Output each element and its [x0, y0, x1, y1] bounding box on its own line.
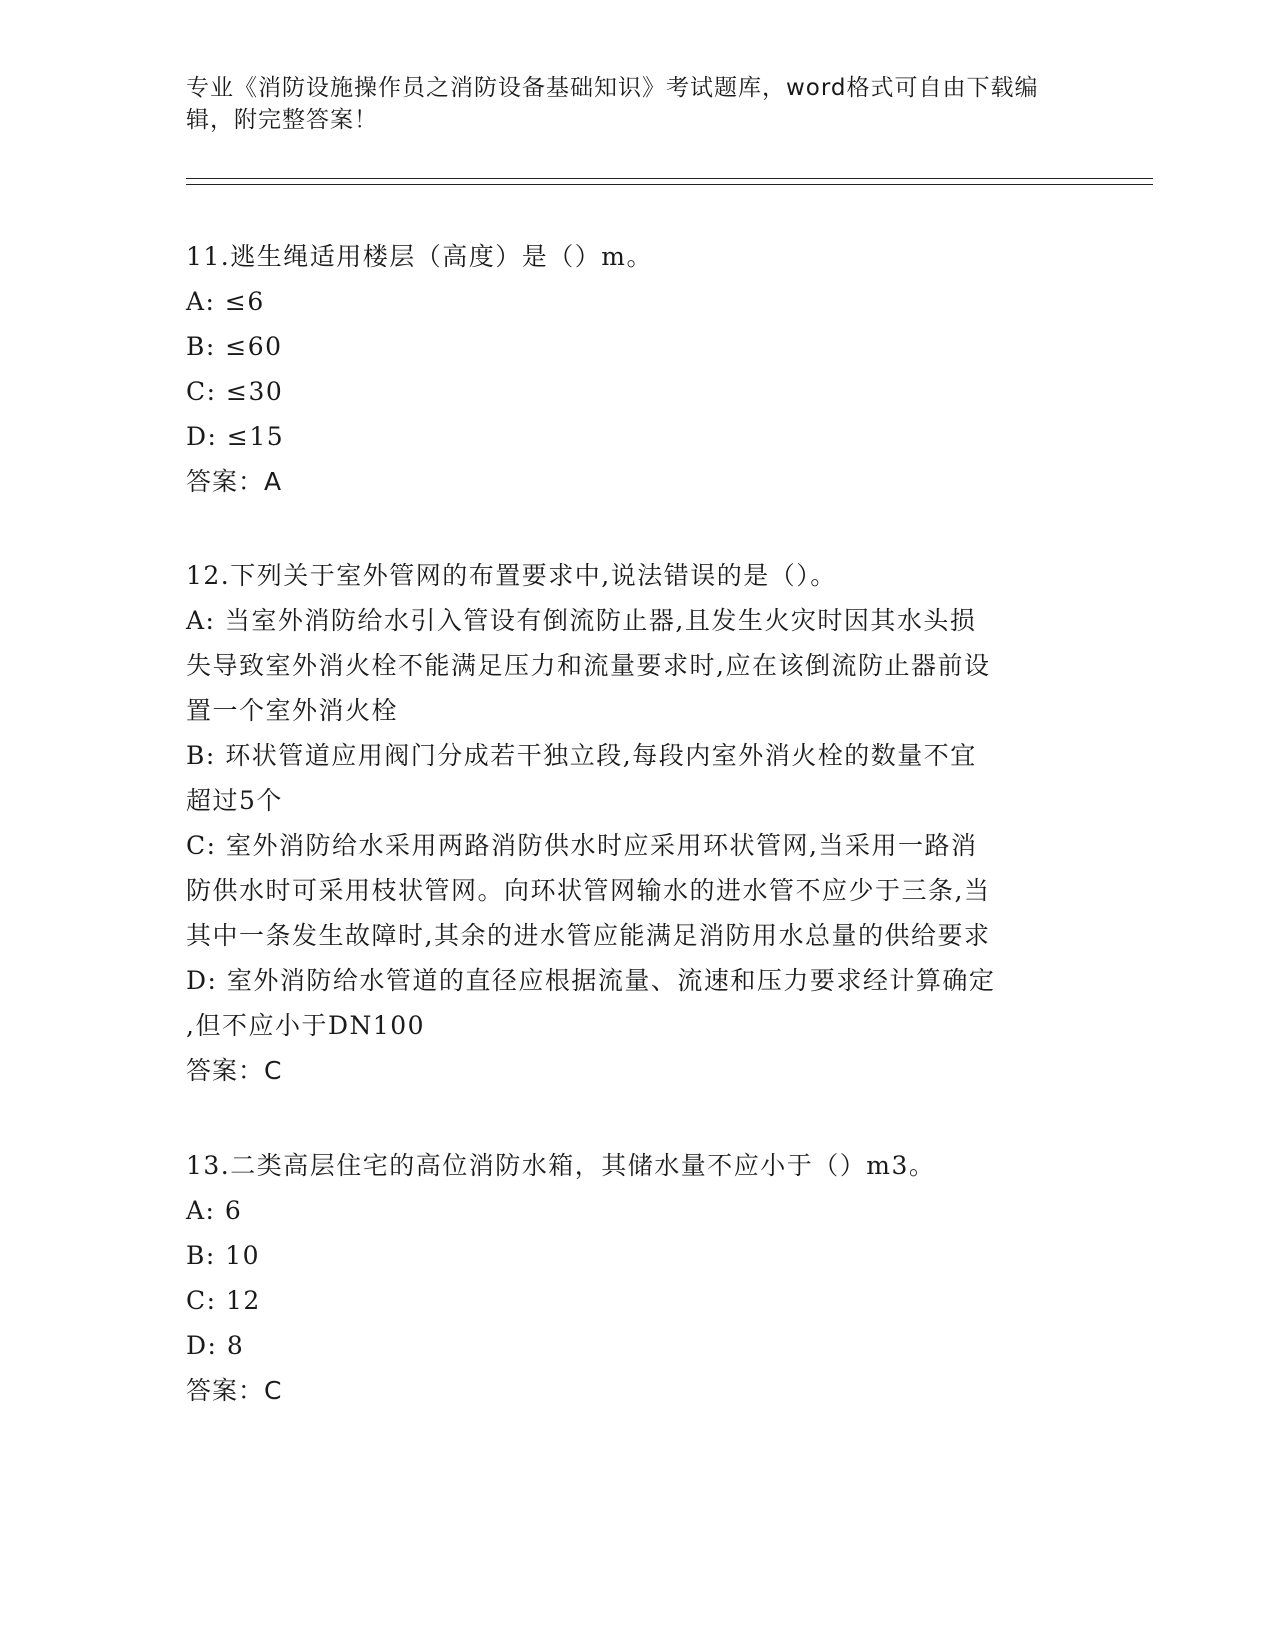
option-d-line-2: ,但不应小于DN100: [186, 1011, 426, 1040]
option-b-line-1: B: 环状管道应用阀门分成若干独立段,每段内室外消火栓的数量不宜: [186, 741, 977, 770]
option-a-line-2: 失导致室外消火栓不能满足压力和流量要求时,应在该倒流防止器前设: [186, 651, 991, 680]
answer-label: 答案：A: [186, 467, 283, 496]
option-d: D: ≤15: [186, 422, 285, 451]
header-divider-bottom: [186, 184, 1153, 185]
option-d-line-1: D: 室外消防给水管道的直径应根据流量、流速和压力要求经计算确定: [186, 966, 996, 995]
option-c: C: ≤30: [186, 377, 284, 406]
option-c-line-2: 防供水时可采用枝状管网。向环状管网输水的进水管不应少于三条,当: [186, 876, 991, 905]
option-c: C: 12: [186, 1286, 261, 1315]
question-12: [186, 553, 1086, 1093]
option-a-line-1: A: 当室外消防给水引入管设有倒流防止器,且发生火灾时因其水头损: [186, 606, 977, 635]
option-b-line-2: 超过5个: [186, 786, 283, 815]
header-divider-top: [186, 178, 1153, 179]
answer-label: 答案：C: [186, 1056, 283, 1085]
option-c-line-3: 其中一条发生故障时,其余的进水管应能满足消防用水总量的供给要求: [186, 921, 991, 950]
option-a-line-3: 置一个室外消火栓: [186, 696, 399, 725]
option-b: B: ≤60: [186, 332, 283, 361]
option-a: A: ≤6: [186, 287, 265, 316]
header-line-1: 专业《消防设施操作员之消防设备基础知识》考试题库，word格式可自由下载编: [186, 75, 1039, 101]
header-line-2: 辑，附完整答案！: [186, 107, 378, 133]
question-stem: 11.逃生绳适用楼层（高度）是（）m。: [186, 242, 653, 271]
question-11: [186, 234, 1086, 504]
option-c-line-1: C: 室外消防给水采用两路消防供水时应采用环状管网,当采用一路消: [186, 831, 978, 860]
question-stem: 13.二类高层住宅的高位消防水箱，其储水量不应小于（）m3。: [186, 1151, 936, 1180]
option-a: A: 6: [186, 1196, 243, 1225]
option-d: D: 8: [186, 1331, 245, 1360]
option-b: B: 10: [186, 1241, 261, 1270]
question-13: [186, 1143, 1086, 1413]
answer-label: 答案：C: [186, 1376, 283, 1405]
question-stem: 12.下列关于室外管网的布置要求中,说法错误的是（）。: [186, 561, 837, 590]
document-header: [186, 72, 1076, 136]
